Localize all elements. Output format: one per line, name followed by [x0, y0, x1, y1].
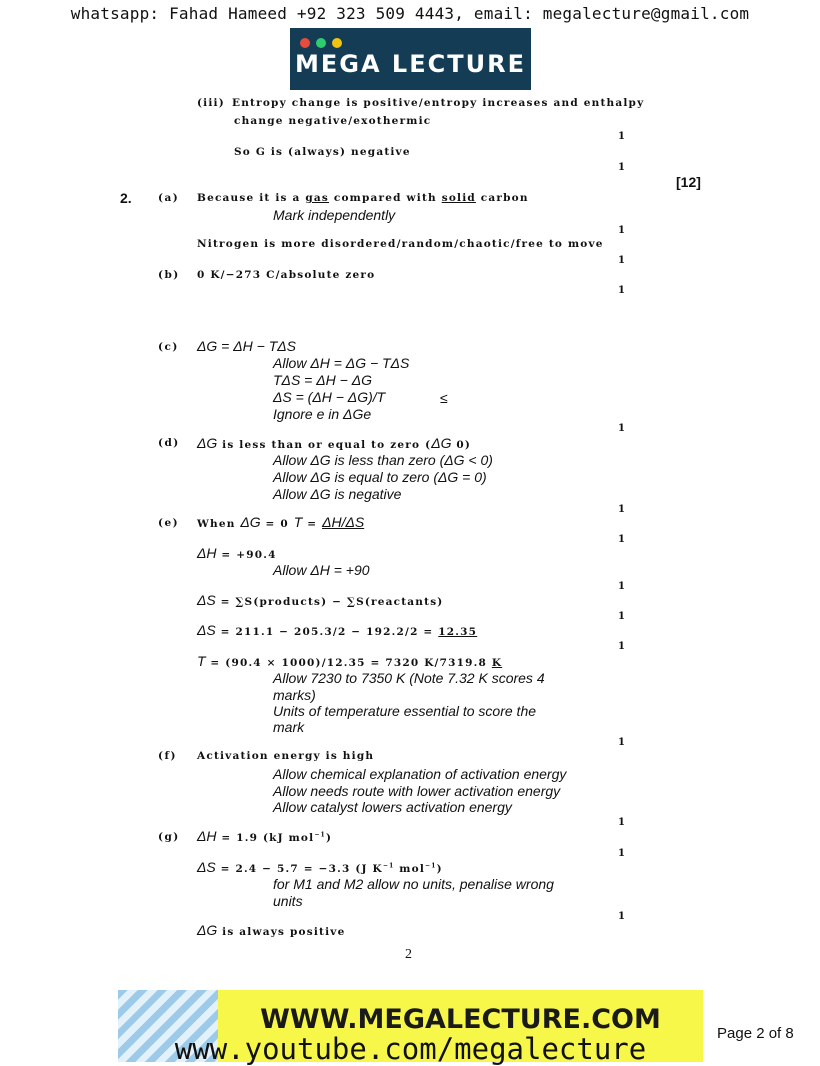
q2-e-t-note-2: marks) — [273, 687, 316, 703]
q2-c-note-3: ΔS = (ΔH − ΔG)/T — [273, 389, 386, 405]
header-contact: whatsapp: Fahad Hameed +92 323 509 4443, email: megalecture@gmail.com — [70, 4, 750, 23]
q2-e-ds: ΔS = ∑S(products) − ∑S(reactants) — [197, 592, 444, 608]
q2-f-note-3: Allow catalyst lowers activation energy — [273, 799, 512, 815]
q2-a-note: Mark independently — [273, 207, 396, 223]
q2-e-dh: ΔH = +90.4 — [197, 545, 277, 561]
mark: 1 — [618, 225, 625, 236]
q2-g-label: (g) — [158, 831, 180, 843]
q2-g-note-1: for M1 and M2 allow no units, penalise wrong — [273, 876, 554, 892]
q2-f-note-2: Allow needs route with lower activation energy — [273, 783, 561, 799]
q2-f-text: Activation energy is high — [197, 750, 375, 762]
leq-symbol: ≤ — [440, 390, 448, 406]
mark: 1 — [618, 131, 625, 142]
q2-d-note-2: Allow ΔG is equal to zero (ΔG = 0) — [273, 469, 487, 485]
q2-a-line2: Nitrogen is more disordered/random/chaotic/free to move — [197, 238, 604, 250]
mark: 1 — [618, 611, 625, 622]
q2-c-label: (c) — [158, 341, 179, 353]
mark: 1 — [618, 504, 625, 515]
mark: 1 — [618, 641, 625, 652]
q2-c-formula: ΔG = ΔH − TΔS — [197, 338, 296, 354]
yellow-dot-icon — [332, 38, 342, 48]
q2-d-label: (d) — [158, 437, 180, 449]
q2-e-label: (e) — [158, 517, 180, 529]
mark: 1 — [618, 534, 625, 545]
q2-number: 2. — [120, 190, 132, 206]
page-number: 2 — [405, 947, 412, 962]
q2-a-label: (a) — [158, 192, 180, 204]
q1-total-marks: [12] — [676, 174, 701, 190]
q2-c-note-1: Allow ΔH = ΔG − TΔS — [273, 355, 410, 371]
mark: 1 — [618, 817, 625, 828]
mark: 1 — [618, 911, 625, 922]
q2-e-ds2: ΔS = 211.1 − 205.3/2 − 192.2/2 = 12.35 — [197, 622, 478, 638]
q2-a-line1: Because it is a gas compared with solid carbon — [197, 192, 529, 204]
q2-c-note-4: Ignore e in ΔGe — [273, 406, 372, 422]
q2-f-note-1: Allow chemical explanation of activation energy — [273, 766, 567, 782]
q2-f-label: (f) — [158, 750, 177, 762]
q2-c-note-2: TΔS = ΔH − ΔG — [273, 372, 372, 388]
footer-banner[interactable] — [118, 990, 703, 1066]
q1-iii-text-2: change negative/exothermic — [234, 115, 432, 127]
mark: 1 — [618, 848, 625, 859]
mark: 1 — [618, 423, 625, 434]
red-dot-icon — [300, 38, 310, 48]
banner-site-link[interactable]: WWW.MEGALECTURE.COM — [260, 1004, 661, 1035]
q2-b-text: 0 K/−273 C/absolute zero — [197, 269, 376, 281]
q2-b-label: (b) — [158, 269, 180, 281]
page-of-label: Page 2 of 8 — [717, 1025, 794, 1042]
q2-e-t-note-4: mark — [273, 719, 305, 735]
q2-e-when: When ΔG = 0 T = ΔH/ΔS — [197, 514, 365, 530]
q2-g-ds: ΔS = 2.4 − 5.7 = −3.3 (J $K^{-1}$ mol$^{-1}$) — [197, 859, 443, 875]
q1-iii-text-1: Entropy change is positive/entropy increases and enthalpy — [232, 97, 645, 109]
banner-youtube-link[interactable]: www.youtube.com/megalecture — [174, 1032, 647, 1066]
mark: 1 — [618, 285, 625, 296]
q2-g-note-2: units — [273, 893, 303, 909]
q2-e-dh-note: Allow ΔH = +90 — [273, 562, 370, 578]
q2-d-text: ΔG is less than or equal to zero (ΔG 0) — [197, 435, 472, 451]
mark: 1 — [618, 162, 625, 173]
q2-g-final: ΔG is always positive — [197, 922, 346, 938]
mega-lecture-logo[interactable] — [290, 28, 531, 90]
q2-e-t-note-3: Units of temperature essential to score the — [273, 703, 537, 719]
q2-g-dh: ΔH = 1.9 (kJ mol$^{-1}$) — [197, 828, 333, 844]
mark: 1 — [618, 737, 625, 748]
q2-d-note-3: Allow ΔG is negative — [273, 486, 402, 502]
mark: 1 — [618, 581, 625, 592]
q1-so-text: So G is (always) negative — [234, 146, 411, 158]
logo-text: MEGA LECTURE — [295, 50, 526, 78]
q2-d-note-1: Allow ΔG is less than zero (ΔG < 0) — [273, 452, 493, 468]
mark: 1 — [618, 255, 625, 266]
q2-e-t: T = (90.4 × 1000)/12.35 = 7320 K/7319.8 K — [197, 653, 503, 669]
green-dot-icon — [316, 38, 326, 48]
q1-iii-label: (iii) — [197, 97, 225, 109]
q2-e-t-note-1: Allow 7230 to 7350 K (Note 7.32 K scores 4 — [273, 670, 545, 686]
